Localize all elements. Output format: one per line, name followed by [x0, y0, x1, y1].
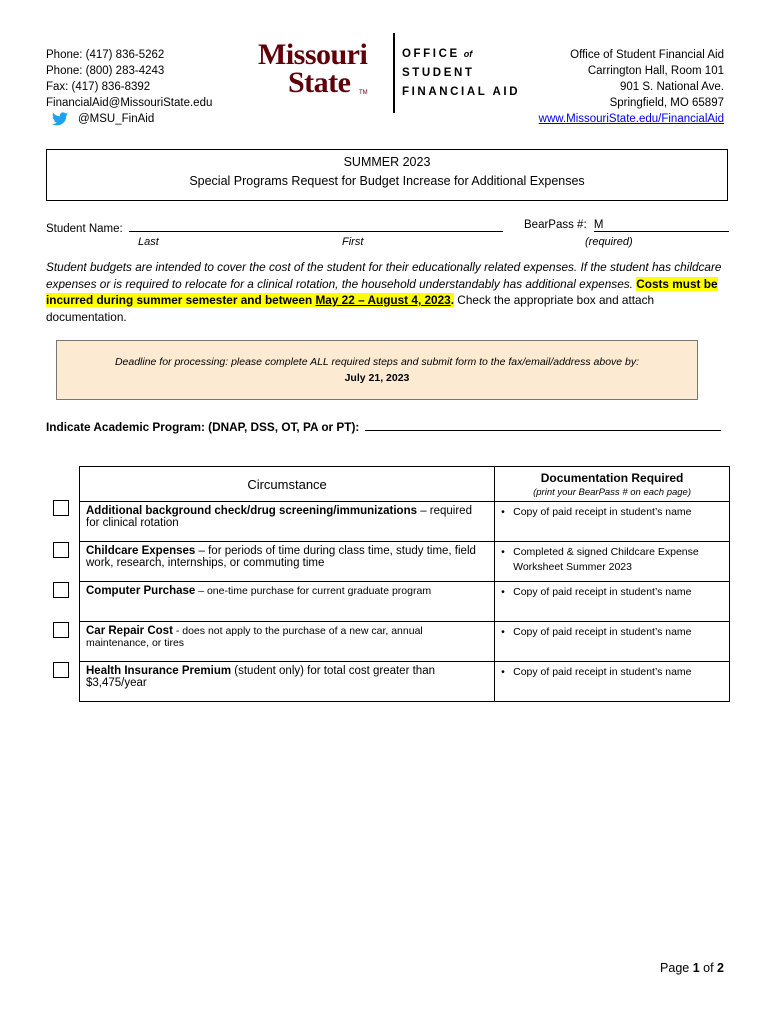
bullet: • — [501, 626, 505, 638]
logo-trademark: TM — [359, 90, 368, 96]
highlight-end: . — [450, 293, 455, 307]
office-name: Office of Student Financial Aid — [570, 49, 724, 61]
checkbox-car-repair[interactable] — [53, 622, 69, 638]
table-row — [80, 662, 730, 702]
circumstance-desc: – required for clinical rotation — [86, 505, 472, 529]
circumstance-cell — [80, 582, 495, 622]
table-row — [80, 582, 730, 622]
last-name-caption: Last — [138, 236, 159, 248]
bullet: • — [501, 506, 505, 518]
header-doc-title: Documentation Required — [540, 471, 684, 485]
bearpass-field[interactable] — [594, 219, 729, 232]
fax-line: Fax: (417) 836-8392 — [46, 81, 151, 93]
office-title — [402, 45, 520, 102]
academic-program-field[interactable] — [365, 418, 721, 431]
intro-paragraph — [46, 259, 726, 325]
circumstance-desc: – for periods of time during class time, study time, field work, research, internships, or commuting time — [86, 545, 476, 569]
office-street: 901 S. National Ave. — [620, 81, 724, 93]
contact-info-right — [539, 47, 724, 127]
intro-italic: Student budgets are intended to cover the cost of the student for their educationally related expenses. If the student has childcare expenses or is required to relocate for a clinical rotation, the household understandably has additional expenses. — [46, 260, 722, 291]
doc-cell — [495, 542, 730, 582]
twitter-icon — [52, 112, 68, 126]
phone-line-1: Phone: (417) 836-5262 — [46, 49, 165, 61]
circumstance-title: Additional background check/drug screening/immunizations — [86, 505, 417, 517]
doc-text: Completed & signed Childcare Expense Worksheet Summer 2023 — [513, 546, 699, 573]
table-row — [80, 542, 730, 582]
twitter-row[interactable] — [46, 111, 212, 127]
header-documentation — [495, 467, 730, 502]
bearpass-required-caption: (required) — [585, 236, 633, 248]
checkbox-computer[interactable] — [53, 582, 69, 598]
circumstance-title: Computer Purchase — [86, 585, 196, 597]
table-header-row — [80, 467, 730, 502]
form-title: Special Programs Request for Budget Increase for Additional Expenses — [189, 174, 585, 188]
circumstance-cell — [80, 662, 495, 702]
page-number — [660, 961, 724, 975]
page-current: 1 — [692, 961, 700, 975]
table-row — [80, 622, 730, 662]
circumstance-cell — [80, 622, 495, 662]
contact-info-left — [46, 47, 212, 127]
circumstance-desc: - does not apply to the purchase of a new car, annual maintenance, or tires — [86, 625, 423, 649]
circumstance-title: Childcare Expenses — [86, 545, 196, 557]
bearpass-prefix: M — [593, 219, 604, 231]
circumstance-desc: – one-time purchase for current graduate program — [195, 585, 432, 597]
email-line[interactable]: FinancialAid@MissouriState.edu — [46, 97, 213, 109]
circumstance-table — [79, 466, 730, 702]
doc-text: Copy of paid receipt in student’s name — [513, 626, 692, 638]
deadline-instructions: Deadline for processing: please complete ALL required steps and submit form to the fax/email/address above by: — [114, 356, 640, 368]
office-financial-aid: FINANCIAL AID — [402, 86, 521, 98]
student-name-label: Student Name: — [46, 223, 123, 235]
student-name-row — [46, 219, 503, 235]
intro-rest: Check the appropriate box and attach documentation. — [46, 293, 655, 324]
page-total: 2 — [717, 961, 724, 975]
student-name-field[interactable] — [129, 219, 503, 232]
deadline-box — [56, 340, 698, 400]
header-divider — [393, 33, 395, 113]
circumstance-cell — [80, 502, 495, 542]
doc-cell — [495, 662, 730, 702]
office-of: of — [463, 49, 473, 59]
first-name-caption: First — [342, 236, 364, 248]
highlight-text: Costs must be incurred during summer semester and between — [46, 276, 718, 307]
highlight-dates: May 22 – August 4, 2023 — [315, 293, 451, 307]
bearpass-label: BearPass #: — [524, 219, 587, 231]
doc-text: Copy of paid receipt in student’s name — [513, 506, 692, 518]
form-term: SUMMER 2023 — [343, 155, 431, 169]
twitter-handle[interactable]: @MSU_FinAid — [78, 113, 155, 125]
doc-cell — [495, 502, 730, 542]
academic-program-label: Indicate Academic Program: (DNAP, DSS, OT, PA or PT): — [46, 420, 360, 434]
bearpass-row — [524, 219, 729, 232]
table-row — [80, 502, 730, 542]
phone-line-2: Phone: (800) 283-4243 — [46, 65, 165, 77]
checkbox-childcare[interactable] — [53, 542, 69, 558]
office-city: Springfield, MO 65897 — [609, 97, 724, 109]
circumstance-title: Car Repair Cost — [86, 625, 173, 637]
page-word: Page — [660, 961, 693, 975]
office-room: Carrington Hall, Room 101 — [587, 65, 724, 77]
logo-word-state: State — [288, 66, 351, 99]
circumstance-cell — [80, 542, 495, 582]
bullet: • — [501, 586, 505, 598]
doc-cell — [495, 622, 730, 662]
header-doc-sub: (print your BearPass # on each page) — [533, 487, 691, 498]
doc-text: Copy of paid receipt in student’s name — [513, 586, 692, 598]
bullet: • — [501, 546, 505, 558]
academic-program-row — [46, 418, 721, 434]
deadline-date: July 21, 2023 — [344, 372, 410, 384]
page-of: of — [699, 961, 718, 975]
missouri-state-logo — [258, 40, 386, 100]
bullet: • — [501, 666, 505, 678]
circumstance-title: Health Insurance Premium — [86, 665, 232, 677]
form-title-box — [46, 149, 728, 201]
checkbox-background-check[interactable] — [53, 500, 69, 516]
doc-text: Copy of paid receipt in student’s name — [513, 666, 692, 678]
logo-word-missouri: Missouri — [258, 38, 368, 71]
header-circumstance: Circumstance — [80, 467, 495, 502]
circumstance-desc: (student only) for total cost greater than $3,475/year — [86, 665, 435, 689]
office-student: STUDENT — [402, 67, 475, 79]
checkbox-health-insurance[interactable] — [53, 662, 69, 678]
office-word: OFFICE — [402, 48, 460, 60]
website-link[interactable]: www.MissouriState.edu/FinancialAid — [538, 113, 724, 125]
doc-cell — [495, 582, 730, 622]
